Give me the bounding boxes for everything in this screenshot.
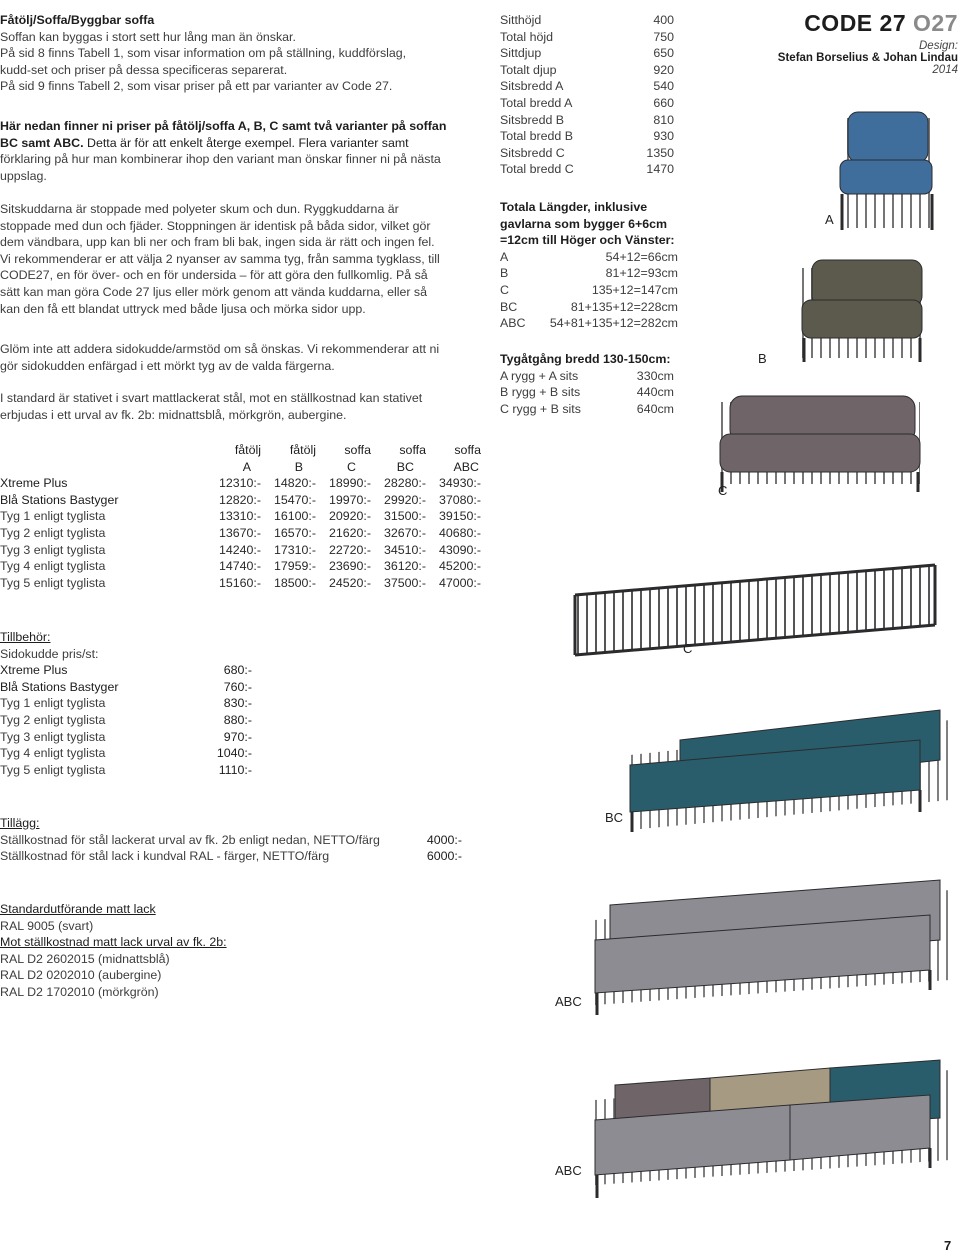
dimension-label: Sitsbredd C [500,145,565,160]
accessories-table [0,662,252,778]
variants-example: Detta är för att enkelt återge exempel. [87,135,295,150]
finish-standard: RAL 9005 (svart) [0,918,94,933]
price-row-label: Xtreme Plus [0,476,68,491]
dimension-value: 540 [653,79,674,94]
dimension-label: Totalt djup [500,62,557,77]
dimension-value: 1350 [646,145,674,160]
accessory-price: 1110:- [218,762,252,777]
accessory-price: 880:- [223,712,252,727]
dimension-label: Total bredd B [500,129,574,144]
col-head: B [294,459,303,474]
variants-bold-abc: BC samt ABC. [0,135,84,150]
page-number: 7 [944,1238,952,1253]
fabric-label: A rygg + A sits [500,368,579,383]
price-row [0,492,481,509]
cushion-line: sätt kan man göra Code 27 ljus eller mörk genom att vända kuddarna, eller så [0,284,428,299]
intro-line: kudd-set och priser på dessa specificeras separerat. [0,62,288,77]
variants-line [0,135,480,152]
price-cell: 12310:- [218,476,261,491]
dimension-label: Sitsbredd A [500,79,564,94]
side-cushion-line: Glöm inte att addera sidokudde/armstöd om så önskas. Vi rekommenderar att ni [0,342,440,356]
accessory-price: 1040:- [216,746,252,761]
dimension-row [500,62,674,79]
frame-line: erbjudas i ett urval av fk. 2b: midnattsblå, mörkgrön, aubergine. [0,407,347,422]
accessory-price: 830:- [223,696,252,711]
dimension-label: Sittdjup [500,46,542,61]
accessory-label: Xtreme Plus [0,663,68,678]
price-cell: 29920:- [383,492,426,507]
photo-label: C [718,483,728,498]
price-row [0,475,481,492]
price-cell: 20920:- [328,509,371,524]
price-row-label: Tyg 1 enligt tyglista [0,509,106,524]
accessory-price: 970:- [223,729,252,744]
length-label: C [500,282,509,297]
cushion [720,434,920,472]
fabric-value: 640cm [636,401,674,416]
photo-label: A [825,212,834,227]
total-lengths-title: =12cm till Höger och Vänster: [500,233,675,248]
variants-line: Här nedan finner ni priser på fåtölj/soffa A, B, C samt två varianter på soffan [0,119,447,133]
price-table [0,442,481,591]
price-cell: 15470:- [273,492,316,507]
price-cell: 17959:- [273,559,316,574]
dimension-value: 1470 [646,162,674,177]
length-value: 54+81+135+12=282cm [549,316,678,331]
price-cell: 45200:- [438,559,481,574]
cushion [848,112,928,162]
fabric-use-title: Tygåtgång bredd 130-150cm: [500,352,671,366]
price-row-label: Blå Stations Bastyger [0,492,119,507]
cushion-line: stoppade med dun och fjäder. Stoppningen är identisk på båda sidor, vilket gör [0,218,431,233]
price-cell: 31500:- [383,509,426,524]
designer-names: Stefan Borselius & Johan Lindau [777,52,958,64]
fabric-value: 440cm [636,385,674,400]
intro-line: På sid 9 finns Tabell 2, som visar priser på ett par varianter av Code 27. [0,79,393,94]
sofa-c-frame-photo [575,565,935,655]
accessory-price: 680:- [223,663,252,678]
design-year: 2014 [932,64,958,76]
price-cell: 47000:- [438,575,481,590]
addition-label: Ställkostnad för stål lack i kundval RAL - färger, NETTO/färg [0,849,330,864]
cushion-line: Sitskuddarna är stoppade med polyeter skum och dun. Ryggkuddarna är [0,202,399,216]
price-cell: 17310:- [273,542,316,557]
fabric-value: 330cm [636,368,674,383]
finish-option: RAL D2 0202010 (aubergine) [0,968,162,983]
dimension-value: 660 [653,95,674,110]
price-cell: 37500:- [383,575,426,590]
price-row-label: Tyg 3 enligt tyglista [0,542,106,557]
dimension-row [500,29,674,46]
cushion-line: dem vändbara, upp kan bli ner och fram bli bak, ingen sida är rätt och ingen fel. [0,235,435,250]
additions-table [0,832,462,865]
dimension-row [500,78,674,95]
dimension-label: Total höjd [500,29,554,44]
product-photos [540,100,960,1230]
addition-price: 4000:- [426,832,462,847]
price-cell: 24520:- [328,575,371,590]
col-head: soffa [454,443,481,457]
dimension-label: Total bredd C [500,162,574,177]
price-grid [0,442,481,591]
length-label: ABC [500,316,526,331]
intro-title: Fåtölj/Soffa/Byggbar soffa [0,13,155,27]
price-cell: 21620:- [328,525,371,540]
cushion-section [0,201,480,317]
fabric-label: C rygg + B sits [500,401,581,416]
additions-section [0,815,462,865]
variants-line: uppslag. [0,168,47,183]
cushion-line: kan den få ett blandat uttryck med både ljusa och mörka sidor upp. [0,301,366,316]
price-cell: 36120:- [383,559,426,574]
price-cell: 19970:- [328,492,371,507]
col-head: C [347,459,356,474]
sofa-bc-photo [630,710,950,832]
photo-label: BC [605,810,624,825]
col-head: A [242,459,251,474]
dimension-label: Total bredd A [500,95,573,110]
length-value: 135+12=147cm [591,282,678,297]
accessory-row [0,695,252,712]
col-head: soffa [399,443,426,457]
frame-note [0,390,480,423]
accessory-row [0,679,252,696]
cushion [802,300,922,338]
photo-label: B [758,351,767,366]
cushion [840,160,932,194]
length-value: 81+135+12=228cm [570,299,678,314]
brand-block [700,10,958,76]
addition-row [0,832,462,849]
length-label: A [500,249,509,264]
price-cell: 14740:- [218,559,261,574]
dimension-value: 400 [653,13,674,27]
variants-rest: Flera varianter samt [298,135,409,150]
brand-code: CODE 27 [804,10,907,36]
intro-line: Soffan kan byggas i stort sett hur lång man än önskar. [0,29,296,44]
finish-option: RAL D2 2602015 (midnattsblå) [0,951,170,966]
design-label: Design: [919,40,958,52]
variants-line: förklaring på hur man kombinerar ihop den variant man önskar finner ni på nästa [0,152,441,167]
accessory-label: Blå Stations Bastyger [0,679,119,694]
price-cell: 16570:- [273,525,316,540]
armchair-b-photo [802,260,922,362]
sofa-c-photo [720,396,920,492]
price-cell: 22720:- [328,542,371,557]
dimension-value: 920 [653,62,674,77]
accessory-label: Tyg 2 enligt tyglista [0,712,106,727]
price-cell: 34930:- [438,476,481,491]
accessory-label: Tyg 1 enligt tyglista [0,696,106,711]
total-lengths-title: gavlarna som bygger 6+6cm [500,216,668,231]
dimension-row [500,12,674,29]
price-cell: 40680:- [438,525,481,540]
photo-label: ABC [555,1163,582,1178]
addition-price: 6000:- [426,849,462,864]
length-value: 54+12=66cm [605,249,678,264]
accessory-label: Tyg 5 enligt tyglista [0,762,106,777]
dimension-value: 750 [653,29,674,44]
brand-alt: O27 [913,10,958,36]
finish-section [0,901,227,1001]
photo-label: ABC [555,994,582,1009]
additions-title: Tillägg: [0,816,40,830]
armchair-a-photo [840,112,935,230]
intro-line: På sid 8 finns Tabell 1, som visar information om på ställning, kuddförslag, [0,46,407,61]
brand-title [700,10,958,37]
price-header-row [0,442,481,459]
side-cushion-note [0,341,480,374]
col-head: soffa [344,443,371,457]
col-head: fåtölj [289,443,316,457]
price-cell: 18990:- [328,476,371,491]
price-cell: 23690:- [328,559,371,574]
dimension-value: 810 [653,112,674,127]
accessory-row [0,762,252,779]
total-lengths-title: Totala Längder, inklusive [500,200,648,214]
intro-section [0,12,480,95]
accessories-section [0,629,252,778]
price-row-label: Tyg 4 enligt tyglista [0,559,106,574]
accessory-label: Tyg 3 enligt tyglista [0,729,106,744]
price-cell: 28280:- [383,476,426,491]
photo-label: C [683,641,693,656]
side-cushion-line: gör sidokudden enfärgad i ett mörkt tyg av de valda färgerna. [0,358,335,373]
col-head: BC [396,459,414,474]
accessory-row [0,662,252,679]
fabric-label: B rygg + B sits [500,385,581,400]
price-row [0,575,481,592]
col-head: fåtölj [234,443,261,457]
price-cell: 13310:- [218,509,261,524]
price-cell: 39150:- [438,509,481,524]
price-cell: 18500:- [273,575,316,590]
sofa-abc-mixed-photo [595,1060,950,1198]
variants-section [0,118,480,184]
price-cell: 14240:- [218,542,261,557]
finish-title: Standardutförande matt lack [0,902,156,916]
frame-line: I standard är stativet i svart mattlackerat stål, mot en ställkostnad kan stativet [0,391,423,405]
price-header-row [0,459,481,476]
dimension-value: 930 [653,129,674,144]
accessory-row [0,745,252,762]
price-cell: 37080:- [438,492,481,507]
price-row [0,542,481,559]
dimension-label: Sitthöjd [500,13,542,27]
price-row-label: Tyg 5 enligt tyglista [0,575,106,590]
accessory-row [0,729,252,746]
col-head: ABC [453,459,479,474]
accessories-subtitle: Sidokudde pris/st: [0,646,99,661]
accessory-row [0,712,252,729]
cushion-line: CODE27, en för över- och en för undersida – för att göra den fullkomlig. På så [0,268,428,283]
finish-option: RAL D2 1702010 (mörkgrön) [0,984,159,999]
price-row-label: Tyg 2 enligt tyglista [0,525,106,540]
price-cell: 14820:- [273,476,316,491]
finish-option-title: Mot ställkostnad matt lack urval av fk. 2b: [0,935,227,950]
price-row [0,525,481,542]
price-row [0,558,481,575]
addition-label: Ställkostnad för stål lackerat urval av fk. 2b enligt nedan, NETTO/färg [0,832,380,847]
length-label: B [500,266,509,281]
price-row [0,508,481,525]
price-cell: 13670:- [218,525,261,540]
price-cell: 16100:- [273,509,316,524]
addition-row [0,848,462,865]
accessories-title: Tillbehör: [0,630,51,644]
dimension-label: Sitsbredd B [500,112,565,127]
cushion [790,1095,930,1160]
length-value: 81+12=93cm [605,266,678,281]
price-cell: 32670:- [383,525,426,540]
price-cell: 15160:- [218,575,261,590]
accessory-label: Tyg 4 enligt tyglista [0,746,106,761]
dimension-value: 650 [653,46,674,61]
price-cell: 43090:- [438,542,481,557]
cushion [812,260,922,306]
length-label: BC [500,299,518,314]
accessory-price: 760:- [223,679,252,694]
price-cell: 12820:- [218,492,261,507]
sofa-abc-photo [595,880,950,1015]
dimension-row [500,45,674,62]
cushion-line: Vi rekommenderar er att välja 2 nyanser av samma tyg, från samma tygklass, till [0,251,440,266]
price-cell: 34510:- [383,542,426,557]
